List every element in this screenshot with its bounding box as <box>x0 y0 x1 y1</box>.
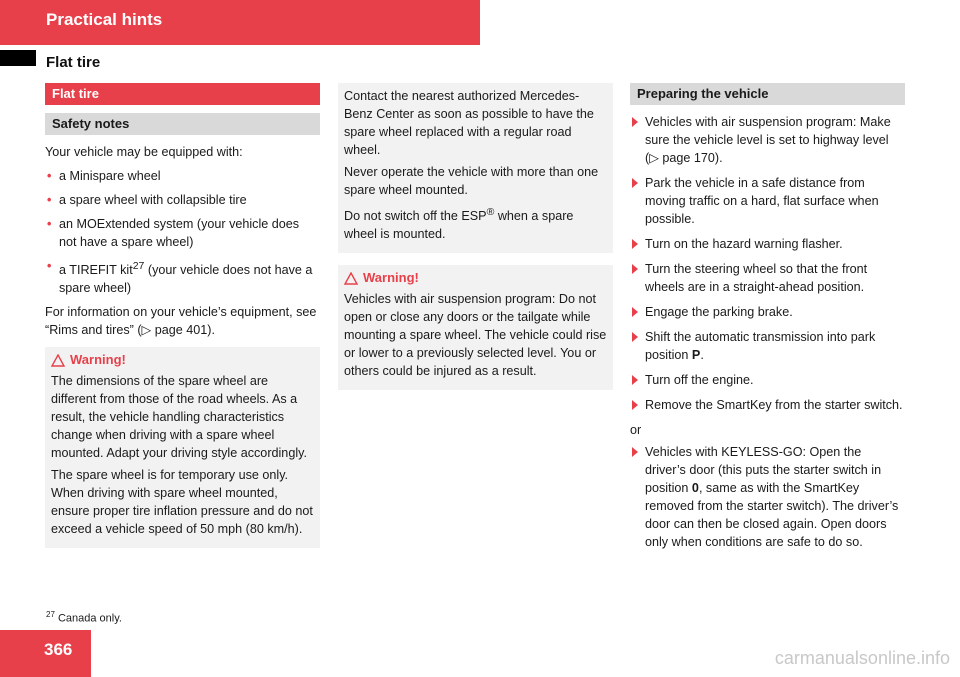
warning-triangle-icon <box>51 354 65 367</box>
equipment-list <box>45 167 320 297</box>
warning-triangle-icon <box>344 272 358 285</box>
arrow-icon <box>632 178 638 188</box>
warning-text: The dimensions of the spare wheel are different from those of the road wheels. As a result, the vehicle handling characteristics change when driving with a spare wheel mounted. Adapt your driving style accordingly. <box>51 374 307 461</box>
chapter-title: Practical hints <box>46 10 163 29</box>
step-item: Engage the parking brake. <box>630 303 905 321</box>
info-text: For information on your vehicle’s equipment, see “Rims and tires” (▷ page 401). <box>45 305 317 338</box>
intro-text: Your vehicle may be equipped with: <box>45 145 243 159</box>
warning-header: Warning! <box>344 269 607 287</box>
body-text: Contact the nearest authorized Mercedes-Benz Center as soon as possible to have the spare wheel replaced with a regular road wheel. <box>344 89 594 157</box>
preparing-vehicle-heading: Preparing the vehicle <box>630 83 905 105</box>
warning-header: Warning! <box>51 351 314 369</box>
watermark: carmanualsonline.info <box>774 648 950 668</box>
arrow-icon <box>632 239 638 249</box>
info-box <box>338 83 613 253</box>
bullet-icon: • <box>47 169 52 183</box>
list-item: • a TIREFIT kit$^{27}$ (your vehicle does not have a spare wheel) <box>47 259 313 296</box>
footnote: $^{27}$ Canada only. <box>46 610 122 625</box>
bullet-icon: • <box>47 193 52 207</box>
warning-box <box>338 265 613 390</box>
arrow-icon <box>632 375 638 385</box>
step-item: Remove the SmartKey from the starter switch. <box>630 396 905 414</box>
flat-tire-heading: Flat tire <box>45 83 320 105</box>
list-item: • a spare wheel with collapsible tire <box>47 193 247 207</box>
step-item: Vehicles with air suspension program: Make sure the vehicle level is set to highway level (▷ page 170). <box>630 113 905 167</box>
step-item: Park the vehicle in a safe distance from moving traffic on a hard, flat surface when possible. <box>630 174 905 228</box>
column-3 <box>630 83 905 558</box>
warning-text: The spare wheel is for temporary use only. When driving with spare wheel mounted, ensure proper tire inflation pressure and do not exceed a vehicle speed of 50 mph (80 km/h). <box>51 468 313 537</box>
body-text: Do not switch off the ESP® when a spare wheel is mounted. <box>344 206 574 242</box>
section-marker <box>0 50 36 66</box>
column-2 <box>338 83 613 390</box>
step-item: Vehicles with KEYLESS-GO: Open the driver’s door (this puts the starter switch in position 0, same as with the SmartKey removed from the starter switch). The driver’s door can then be closed again. Open doors only when conditions are safe to do so. <box>630 443 905 551</box>
warning-box <box>45 347 320 548</box>
list-item: • an MOExtended system (your vehicle does not have a spare wheel) <box>47 217 300 249</box>
step-item: Turn on the hazard warning flasher. <box>630 235 905 253</box>
step-item: Turn the steering wheel so that the front wheels are in a straight-ahead position. <box>630 260 905 296</box>
arrow-icon <box>632 264 638 274</box>
body-text: Never operate the vehicle with more than one spare wheel mounted. <box>344 165 599 197</box>
arrow-icon <box>632 332 638 342</box>
column-1 <box>45 83 320 548</box>
arrow-icon <box>632 447 638 457</box>
section-title: Flat tire <box>46 54 101 71</box>
step-item: Shift the automatic transmission into park position P. <box>630 328 905 364</box>
keyless-list <box>630 443 905 551</box>
arrow-icon <box>632 307 638 317</box>
arrow-icon <box>632 117 638 127</box>
arrow-icon <box>632 400 638 410</box>
steps-list <box>630 113 905 414</box>
list-item: • a Minispare wheel <box>47 169 161 183</box>
or-text: or <box>630 423 642 437</box>
page-number: 366 <box>44 640 73 659</box>
bullet-icon: • <box>47 259 52 273</box>
bullet-icon: • <box>47 217 52 231</box>
safety-notes-heading: Safety notes <box>45 113 320 135</box>
warning-text: Vehicles with air suspension program: Do not open or close any doors or the tailgate while mounting a spare wheel. The vehicle could rise or lower to a previously selected level. You or others could be injured as a result. <box>344 292 607 379</box>
footnote-ref[interactable]: 27 <box>132 260 145 272</box>
step-item: Turn off the engine. <box>630 371 905 389</box>
